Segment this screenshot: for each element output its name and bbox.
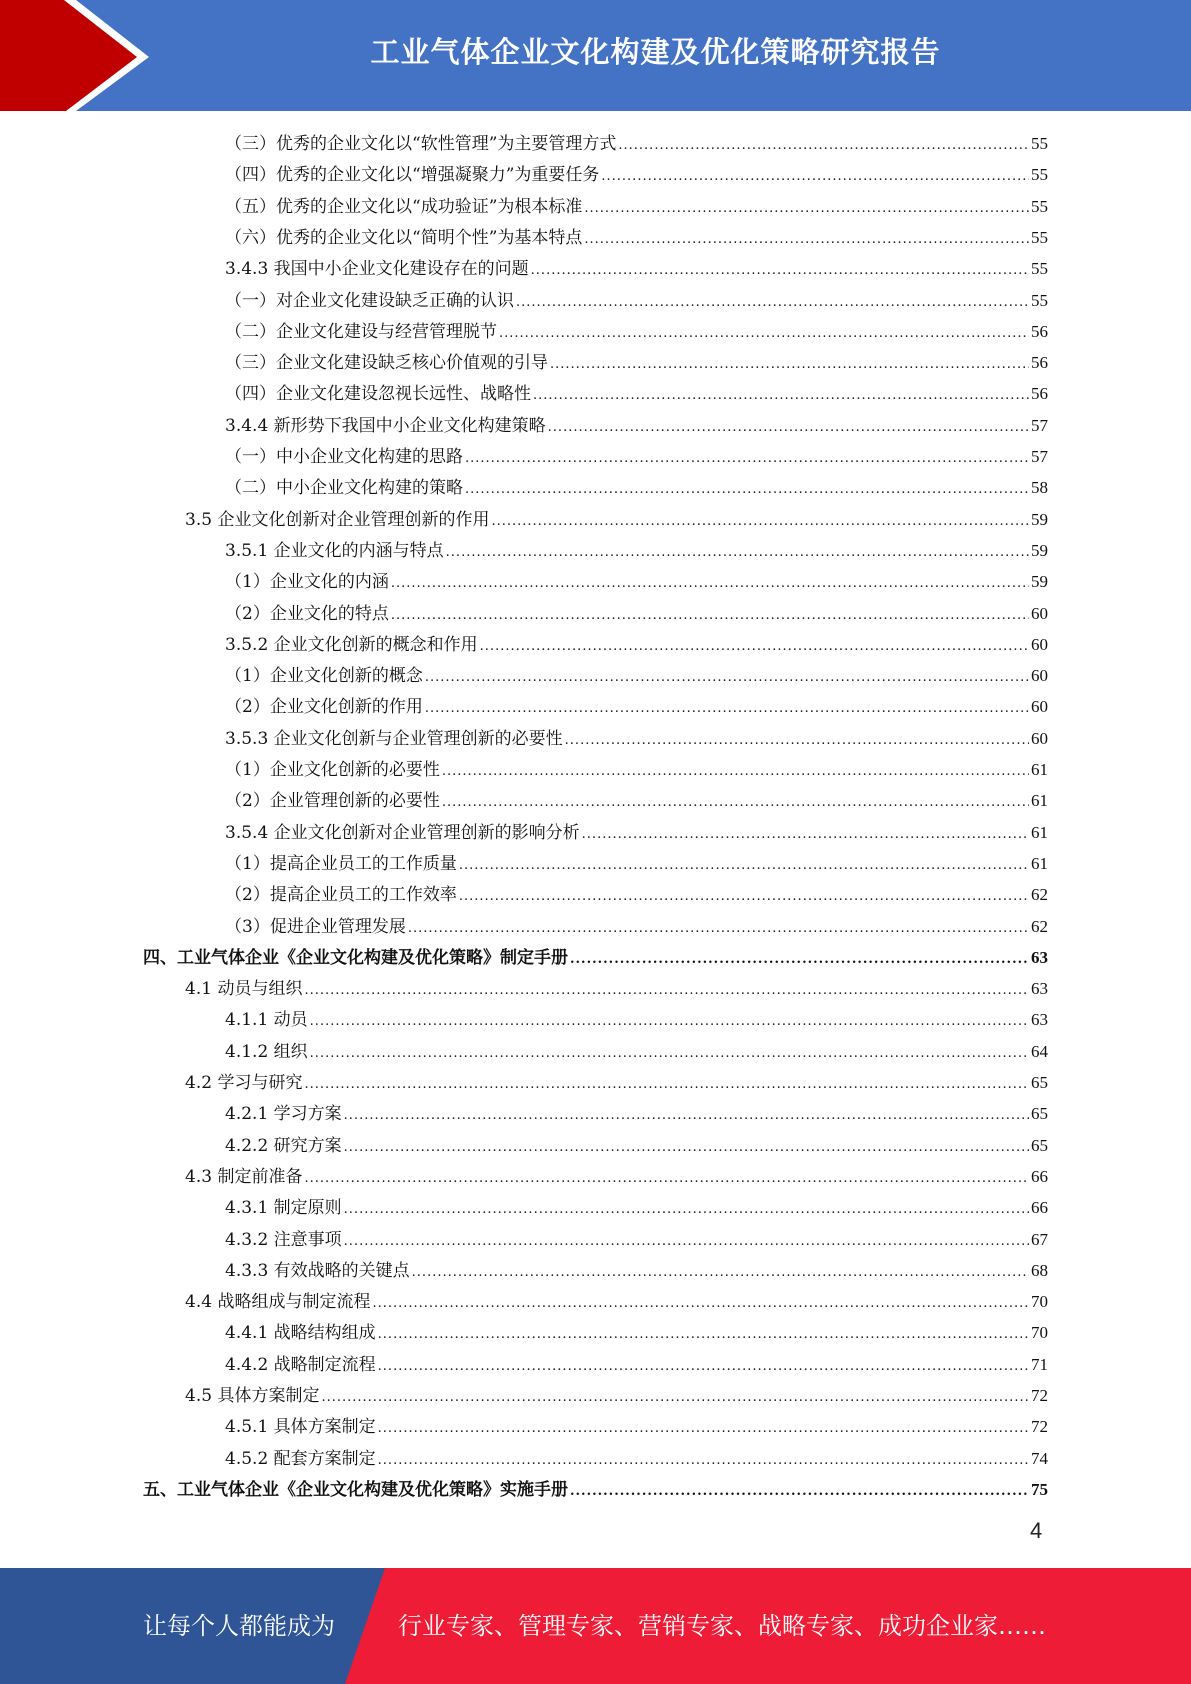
toc-entry[interactable] (185, 504, 1048, 535)
toc-entry-page: 61 (1031, 760, 1048, 779)
toc-entry-title: （三）优秀的企业文化以“软性管理”为主要管理方式 (225, 134, 617, 154)
toc-entry-page: 59 (1031, 509, 1048, 529)
toc-entry[interactable] (225, 253, 1048, 284)
toc-entry[interactable] (225, 1224, 1048, 1255)
toc-entry[interactable] (225, 754, 1048, 785)
toc-entry-page: 59 (1031, 540, 1048, 560)
toc-entry[interactable] (225, 911, 1048, 942)
toc-entry-title: （1）企业文化的内涵 (225, 572, 389, 593)
dot-leader (344, 1194, 1029, 1225)
dot-leader (304, 1163, 1029, 1194)
page-footer (0, 1568, 1191, 1684)
toc-entry[interactable] (143, 942, 1048, 973)
toc-entry[interactable] (185, 1067, 1048, 1098)
toc-entry-page: 66 (1031, 1198, 1048, 1218)
toc-entry-title: （四）企业文化建设忽视长远性、战略性 (225, 384, 531, 405)
toc-entry-title: 4.3.1 制定原则 (225, 1198, 342, 1219)
toc-entry-title: 3.5.2 企业文化创新的概念和作用 (225, 634, 478, 655)
dot-leader (321, 1382, 1029, 1413)
toc-entry[interactable] (143, 1474, 1048, 1505)
toc-entry-page: 61 (1031, 822, 1048, 842)
header-title: 工业气体企业文化构建及优化策略研究报告 (370, 35, 941, 69)
toc-entry-title: （四）优秀的企业文化以“增强凝聚力”为重要任务 (225, 165, 600, 186)
toc-entry[interactable] (185, 1161, 1048, 1192)
toc-entry-page: 63 (1031, 979, 1048, 999)
toc-entry[interactable] (225, 378, 1048, 409)
toc-entry-title: 4.1.1 动员 (225, 1010, 308, 1031)
dot-leader (618, 130, 1029, 161)
dot-leader (531, 255, 1029, 286)
toc-entry-page: 65 (1031, 1135, 1048, 1155)
toc-entry-title: 4.4.1 战略结构组成 (225, 1323, 376, 1344)
toc-entry[interactable] (225, 1098, 1048, 1129)
toc-entry-title: （五）优秀的企业文化以“成功验证”为根本标准 (225, 196, 583, 217)
toc-entry-title: 4.5 具体方案制定 (185, 1386, 320, 1406)
toc-entry-page: 75 (1031, 1479, 1048, 1499)
toc-entry-title: （2）提高企业员工的工作效率 (225, 885, 457, 906)
dot-leader (446, 537, 1029, 568)
toc-entry-page: 58 (1031, 478, 1048, 498)
toc-entry-page: 62 (1031, 885, 1048, 905)
toc-entry-page: 60 (1031, 728, 1048, 748)
dot-leader (550, 349, 1029, 380)
toc-entry[interactable] (225, 723, 1048, 754)
toc-entry-page: 70 (1031, 1292, 1048, 1312)
toc-entry-title: 4.3 制定前准备 (185, 1166, 303, 1187)
dot-leader (491, 506, 1029, 537)
toc-entry[interactable] (225, 1036, 1048, 1067)
toc-entry-page: 60 (1031, 697, 1048, 717)
toc-entry[interactable] (225, 785, 1048, 816)
toc-entry[interactable] (225, 535, 1048, 566)
toc-entry-title: （3）促进企业管理发展 (225, 916, 406, 937)
toc-entry[interactable] (225, 191, 1048, 222)
toc-entry-title: （一）对企业文化建设缺乏正确的认识 (225, 290, 514, 311)
toc-entry[interactable] (225, 1349, 1048, 1380)
dot-leader (601, 161, 1029, 192)
toc-entry-page: 55 (1031, 259, 1048, 279)
dot-leader (378, 1413, 1029, 1444)
toc-entry-title: 4.5.1 具体方案制定 (225, 1417, 376, 1438)
toc-entry[interactable] (225, 629, 1048, 660)
dot-leader (465, 474, 1029, 505)
toc-entry-title: （六）优秀的企业文化以“简明个性”为基本特点 (225, 227, 583, 248)
dot-leader (425, 662, 1029, 693)
toc-entry-title: 4.1 动员与组织 (185, 979, 303, 1000)
toc-entry-title: 4.5.2 配套方案制定 (225, 1448, 376, 1469)
dot-leader (465, 443, 1029, 474)
dot-leader (378, 1351, 1029, 1382)
dot-leader (584, 193, 1029, 224)
toc-entry-title: 五、工业气体企业《企业文化构建及优化策略》实施手册 (143, 1479, 568, 1500)
toc-entry[interactable] (225, 159, 1048, 190)
toc-entry[interactable] (225, 879, 1048, 910)
dot-leader (459, 850, 1029, 881)
dot-leader (372, 1288, 1029, 1319)
dot-leader (344, 1100, 1029, 1131)
toc-entry-page: 55 (1031, 165, 1048, 185)
footer-slogan-right: 行业专家、管理专家、营销专家、战略专家、成功企业家…… (398, 1612, 1046, 1640)
toc-entry-title: 4.1.2 组织 (225, 1041, 308, 1062)
dot-leader (412, 1257, 1029, 1288)
toc-entry-title: （1）提高企业员工的工作质量 (225, 853, 457, 874)
toc-entry-page: 56 (1031, 353, 1048, 373)
toc-entry-title: 4.3.2 注意事项 (225, 1229, 342, 1250)
toc-entry-page: 66 (1031, 1166, 1048, 1186)
toc-entry-title: 3.5 企业文化创新对企业管理创新的作用 (185, 509, 490, 530)
toc-entry[interactable] (225, 441, 1048, 472)
toc-entry[interactable] (225, 817, 1048, 848)
toc-entry-page: 63 (1031, 947, 1048, 967)
toc-entry[interactable] (225, 285, 1048, 316)
toc-entry-page: 62 (1031, 916, 1048, 936)
toc-entry-title: 4.2.1 学习方案 (225, 1104, 342, 1125)
dot-leader (516, 287, 1029, 318)
dot-leader (480, 631, 1029, 662)
toc-entry-page: 65 (1031, 1073, 1048, 1092)
toc-entry[interactable] (225, 1317, 1048, 1348)
toc-entry-title: （1）企业文化创新的必要性 (225, 760, 440, 780)
toc-entry[interactable] (225, 128, 1048, 159)
toc-entry[interactable] (225, 347, 1048, 378)
toc-entry[interactable] (225, 1192, 1048, 1223)
toc-entry-page: 60 (1031, 666, 1048, 686)
dot-leader (459, 881, 1029, 912)
toc-entry[interactable] (225, 316, 1048, 347)
page-header (0, 0, 1191, 111)
toc-entry[interactable] (225, 1004, 1048, 1035)
dot-leader (565, 725, 1029, 756)
dot-leader (499, 318, 1029, 349)
toc-entry-title: （2）企业文化的特点 (225, 603, 389, 624)
toc-entry[interactable] (225, 691, 1048, 722)
toc-entry-page: 70 (1031, 1323, 1048, 1343)
dot-leader (425, 693, 1029, 724)
toc-entry[interactable] (225, 472, 1048, 503)
dot-leader (570, 1476, 1029, 1507)
toc-entry[interactable] (225, 566, 1048, 597)
toc-entry-page: 61 (1031, 791, 1048, 811)
toc-entry-title: 3.5.1 企业文化的内涵与特点 (225, 540, 444, 561)
dot-leader (304, 1069, 1029, 1100)
dot-leader (344, 1226, 1029, 1257)
toc-entry-title: （二）企业文化建设与经营管理脱节 (225, 321, 497, 342)
toc-entry-page: 64 (1031, 1041, 1048, 1061)
toc-entry-title: 4.3.3 有效战略的关键点 (225, 1260, 410, 1281)
toc-entry-title: 4.4 战略组成与制定流程 (185, 1292, 371, 1313)
dot-leader (378, 1319, 1029, 1350)
toc-entry-page: 56 (1031, 384, 1048, 404)
dot-leader (442, 787, 1029, 818)
dot-leader (582, 819, 1029, 850)
toc-entry[interactable] (225, 660, 1048, 691)
toc-entry-title: （一）中小企业文化构建的思路 (225, 447, 463, 467)
toc-entry-page: 56 (1031, 321, 1048, 341)
toc-entry-title: （2）企业管理创新的必要性 (225, 791, 440, 812)
toc-entry-title: 3.5.4 企业文化创新对企业管理创新的影响分析 (225, 822, 580, 843)
toc-entry-title: 4.2 学习与研究 (185, 1073, 303, 1093)
toc-entry-title: 3.4.3 我国中小企业文化建设存在的问题 (225, 259, 529, 280)
toc-entry-title: 4.4.2 战略制定流程 (225, 1354, 376, 1375)
dot-leader (344, 1132, 1029, 1163)
toc-entry[interactable] (225, 1255, 1048, 1286)
toc-entry[interactable] (225, 848, 1048, 879)
toc-entry-page: 57 (1031, 415, 1048, 435)
dot-leader (442, 756, 1029, 787)
toc-entry[interactable] (225, 1130, 1048, 1161)
toc-entry-page: 65 (1031, 1104, 1048, 1124)
footer-slogan-left: 让每个人都能成为 (143, 1612, 335, 1640)
dot-leader (570, 944, 1029, 975)
toc-entry-title: 3.5.3 企业文化创新与企业管理创新的必要性 (225, 728, 563, 749)
toc-entry-page: 68 (1031, 1260, 1048, 1280)
toc-entry-page: 63 (1031, 1010, 1048, 1030)
toc-entry-title: 4.2.2 研究方案 (225, 1135, 342, 1156)
toc-entry-page: 55 (1031, 134, 1048, 153)
toc-entry-page: 72 (1031, 1386, 1048, 1405)
toc-entry-page: 60 (1031, 634, 1048, 654)
toc-entry-title: （1）企业文化创新的概念 (225, 666, 423, 687)
toc-entry-page: 55 (1031, 196, 1048, 216)
dot-leader (310, 1038, 1029, 1069)
toc-entry[interactable] (185, 973, 1048, 1004)
dot-leader (391, 568, 1029, 599)
toc-entry-page: 57 (1031, 447, 1048, 466)
toc-entry-page: 67 (1031, 1229, 1048, 1249)
dot-leader (391, 600, 1029, 631)
toc-entry-title: 四、工业气体企业《企业文化构建及优化策略》制定手册 (143, 947, 568, 968)
toc-entry[interactable] (225, 1443, 1048, 1474)
dot-leader (533, 380, 1029, 411)
toc-entry-page: 71 (1031, 1354, 1048, 1374)
toc-entry[interactable] (225, 222, 1048, 253)
toc-entry-page: 55 (1031, 290, 1048, 310)
toc-entry-page: 74 (1031, 1448, 1048, 1468)
dot-leader (584, 224, 1029, 255)
toc-entry-page: 59 (1031, 572, 1048, 592)
toc-entry[interactable] (185, 1286, 1048, 1317)
toc-entry[interactable] (225, 410, 1048, 441)
toc-entry-page: 72 (1031, 1417, 1048, 1437)
toc-entry[interactable] (225, 598, 1048, 629)
dot-leader (304, 975, 1029, 1006)
toc-entry-title: 3.4.4 新形势下我国中小企业文化构建策略 (225, 415, 546, 436)
page-number: 4 (1030, 1518, 1043, 1543)
toc-entry-title: （二）中小企业文化构建的策略 (225, 478, 463, 499)
toc-entry-title: （2）企业文化创新的作用 (225, 697, 423, 718)
toc-entry-page: 61 (1031, 853, 1048, 873)
dot-leader (548, 412, 1029, 443)
dot-leader (310, 1006, 1029, 1037)
toc-entry[interactable] (225, 1411, 1048, 1442)
toc-entry[interactable] (185, 1380, 1048, 1411)
toc-entry-title: （三）企业文化建设缺乏核心价值观的引导 (225, 353, 548, 374)
dot-leader (378, 1445, 1029, 1476)
toc-entry-page: 60 (1031, 603, 1048, 623)
dot-leader (408, 913, 1029, 944)
toc-entry-page: 55 (1031, 227, 1048, 247)
